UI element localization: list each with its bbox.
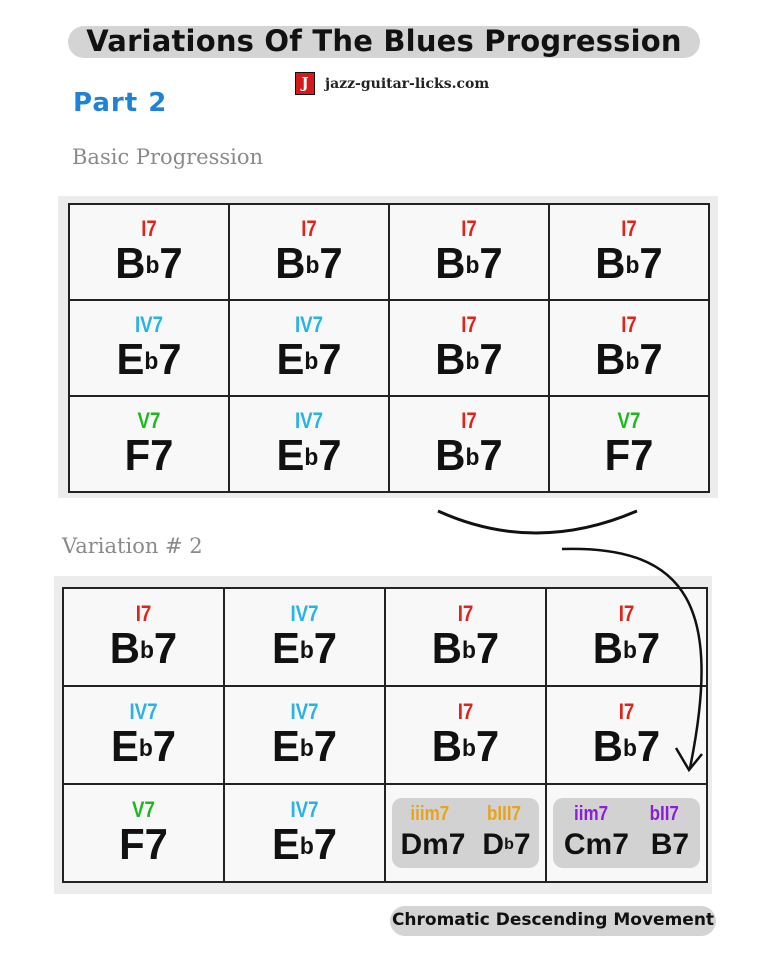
chord-quality: 7 [153,624,178,673]
chord-quality: 7 [319,239,343,288]
swoop-curve [438,511,637,533]
roman-numeral: I7 [621,312,637,337]
chord-root: E [271,820,300,869]
flat-sign: b [625,348,640,375]
roman-numeral: iiim7 [410,803,450,825]
roman-numeral: IV7 [129,699,158,724]
chord-root: B [592,624,623,673]
roman-numeral: V7 [617,408,641,433]
chord-quality: 7 [513,828,531,861]
chord-quality: 7 [479,335,503,384]
chord-quality: 7 [313,820,338,869]
roman-numeral: bIII7 [486,803,521,825]
flat-sign: b [465,444,480,471]
chord-root: B [592,722,623,771]
chord-quality: 7 [639,239,663,288]
chord-root: E [116,335,145,384]
chord-quality: 7 [630,431,654,480]
chord-root: E [276,431,305,480]
roman-numeral: iim7 [574,803,609,825]
basic-progression-label: Basic Progression [72,145,264,169]
chord-root: B [115,239,146,288]
chord-quality: 7 [152,722,177,771]
chord-quality: 7 [159,239,183,288]
chord-quality: 7 [318,431,342,480]
roman-numeral: IV7 [294,312,324,337]
flat-sign: b [622,637,637,664]
flat-sign: b [504,836,514,853]
chord-quality: 7 [144,820,168,869]
roman-numeral: I7 [301,216,317,241]
roman-numeral: V7 [137,408,161,433]
flat-sign: b [145,252,160,279]
flat-sign: b [304,348,319,375]
roman-numeral: V7 [132,797,155,822]
chord-root: B [109,624,140,673]
roman-numeral: I7 [457,699,474,724]
roman-numeral: I7 [461,408,477,433]
roman-numeral: IV7 [134,312,164,337]
flat-sign: b [299,833,314,860]
footer-caption: Chromatic Descending Movement [391,910,715,930]
flat-sign: b [461,735,476,762]
chord-root: E [271,722,300,771]
chord-root: B [595,335,626,384]
chord-quality: 7 [636,722,661,771]
chord-root: F [124,431,151,480]
roman-numeral: I7 [621,216,637,241]
flat-sign: b [139,637,154,664]
part-label: Part 2 [73,88,168,118]
roman-numeral: bII7 [649,803,680,825]
chord-quality: 7 [313,624,338,673]
roman-numeral: I7 [457,601,474,626]
chord-root: B [431,624,462,673]
flat-sign: b [625,252,640,279]
chord-quality: 7 [636,624,661,673]
chord-root: E [271,624,300,673]
variation-label: Variation # 2 [62,534,203,558]
chord-root: B [595,239,626,288]
chord-root: B [435,335,466,384]
chord-root: B [435,431,466,480]
chord-quality: 7 [639,335,663,384]
chord-root: F [604,431,631,480]
flat-sign: b [305,252,320,279]
chord-root: B [431,722,462,771]
flat-sign: b [465,348,480,375]
chord-root: B7 [650,828,690,861]
roman-numeral: IV7 [294,408,324,433]
chord-quality: 7 [475,722,500,771]
roman-numeral: I7 [461,216,477,241]
chord-root: E [276,335,305,384]
roman-numeral: I7 [141,216,157,241]
chord-root: E [110,722,139,771]
roman-numeral: I7 [618,601,635,626]
chord-quality: 7 [313,722,338,771]
roman-numeral: IV7 [290,797,319,822]
chord-root: Cm7 [563,828,629,861]
roman-numeral: IV7 [290,601,319,626]
chord-quality: 7 [318,335,342,384]
flat-sign: b [622,735,637,762]
roman-numeral: IV7 [290,699,319,724]
roman-numeral: I7 [135,601,152,626]
flat-sign: b [461,637,476,664]
chord-quality: 7 [475,624,500,673]
roman-numeral: I7 [461,312,477,337]
site-url: jazz-guitar-licks.com [325,75,490,92]
chord-root: Dm7 [400,828,466,861]
chord-quality: 7 [479,239,503,288]
flat-sign: b [465,252,480,279]
flat-sign: b [304,444,319,471]
roman-numeral: I7 [618,699,635,724]
chord-root: B [435,239,466,288]
flat-sign: b [144,348,159,375]
chord-quality: 7 [158,335,182,384]
chord-root: F [119,820,145,869]
page-title: Variations Of The Blues Progression [86,24,682,58]
flat-sign: b [299,637,314,664]
chord-quality: 7 [479,431,503,480]
pointer-arrow-curve [562,549,702,768]
flat-sign: b [138,735,153,762]
flat-sign: b [299,735,314,762]
chord-root: D [482,828,505,861]
chord-quality: 7 [150,431,174,480]
chord-root: B [275,239,306,288]
site-logo-icon: J [295,72,315,95]
